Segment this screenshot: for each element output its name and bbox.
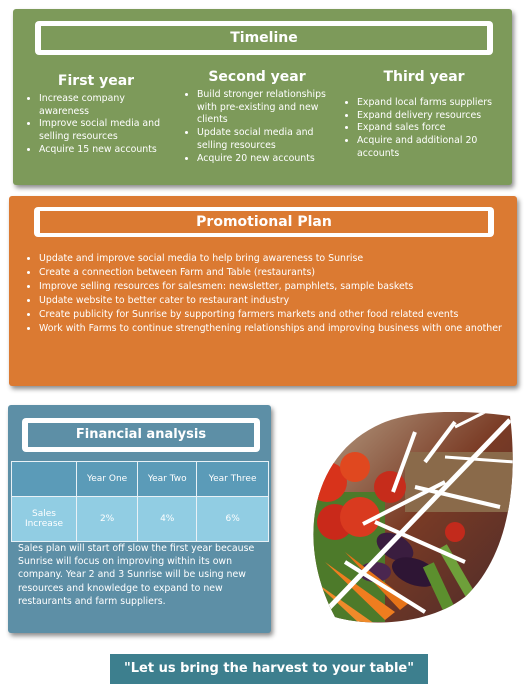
promotional-plan-panel	[9, 196, 517, 386]
promotional-plan-title: Promotional Plan	[40, 211, 488, 233]
table-cell: Sales Increase	[12, 497, 77, 542]
timeline-title: Timeline	[41, 26, 487, 50]
timeline-column-third-year	[339, 67, 509, 161]
list-item: • Acquire 15 new accounts	[39, 144, 171, 157]
third-year-heading: Third year	[383, 69, 465, 85]
list-item: • Improve selling resources for salesmen: newsletter, pamphlets, sample baskets	[39, 280, 519, 294]
list-item: • Build stronger relationships with pre-existing and new clients	[197, 89, 335, 127]
list-item: • Update social media and selling resources	[197, 127, 335, 152]
timeline-header	[35, 21, 493, 55]
list-item: • Expand delivery resources	[357, 110, 509, 123]
table-cell: 4%	[138, 497, 197, 542]
list-item: • Improve social media and selling resources	[39, 118, 171, 143]
list-item: • Acquire and additional 20 accounts	[357, 135, 509, 160]
first-year-list	[21, 93, 171, 157]
second-year-heading: Second year	[208, 69, 306, 85]
promotional-plan-header	[34, 207, 494, 237]
financial-analysis-header	[22, 418, 260, 452]
list-item: • Increase company awareness	[39, 93, 171, 118]
table-header-row	[12, 462, 269, 497]
second-year-list	[179, 89, 335, 165]
table-header-cell: Year Three	[197, 462, 269, 497]
third-year-list	[339, 97, 509, 161]
list-item: • Update website to better cater to restaurant industry	[39, 294, 519, 308]
table-cell: 6%	[197, 497, 269, 542]
list-item: • Create a connection between Farm and Table (restaurants)	[39, 266, 519, 280]
table-header-cell: Year Two	[138, 462, 197, 497]
slogan-banner: "Let us bring the harvest to your table"	[110, 654, 428, 684]
financial-analysis-panel	[8, 405, 271, 633]
list-item: • Work with Farms to continue strengthening relationships and improving business with one another	[39, 322, 519, 336]
list-item: • Expand sales force	[357, 122, 509, 135]
financial-table	[11, 461, 269, 542]
financial-note: Sales plan will start off slow the first year because Sunrise will focus on improving within its own company. Year 2 and 3 Sunrise will be using new resources and knowledge to expand to new restaurants and farm suppliers.	[18, 543, 255, 607]
timeline-column-second-year	[179, 69, 335, 165]
promotional-plan-list	[23, 252, 519, 336]
timeline-panel	[13, 9, 512, 185]
list-item: • Acquire 20 new accounts	[197, 153, 335, 166]
table-header-cell: Year One	[77, 462, 138, 497]
list-item: • Update and improve social media to help bring awareness to Sunrise	[39, 252, 519, 266]
list-item: • Expand local farms suppliers	[357, 97, 509, 110]
table-row	[12, 497, 269, 542]
timeline-column-first-year	[21, 69, 171, 157]
table-cell: 2%	[77, 497, 138, 542]
table-header-cell	[12, 462, 77, 497]
first-year-heading: First year	[57, 73, 135, 89]
produce-leaf-image	[305, 412, 517, 624]
financial-analysis-title: Financial analysis	[28, 423, 254, 447]
list-item: • Create publicity for Sunrise by supporting farmers markets and other food related events	[39, 308, 519, 322]
